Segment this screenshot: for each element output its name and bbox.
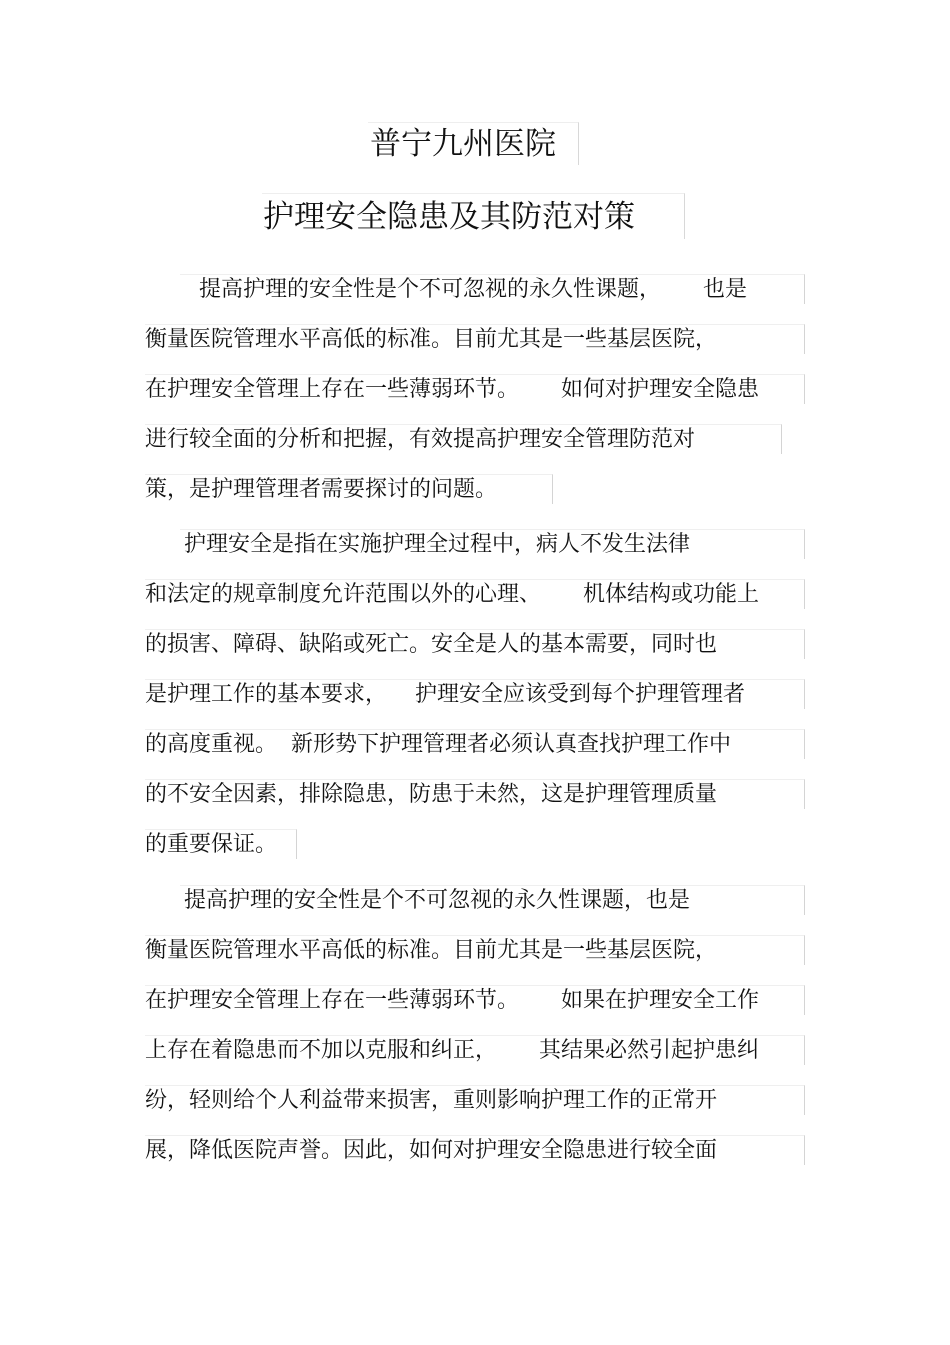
page-subtitle: 护理安全隐患及其防范对策	[263, 199, 635, 235]
paragraph-1-line-5: 策，是护理管理者需要探讨的问题。	[145, 477, 498, 502]
paragraph-3-line-6: 展，降低医院声誉。因此，如何对护理安全隐患进行较全面	[145, 1138, 718, 1163]
paragraph-1-line-2: 衡量医院管理水平高低的标准。目前尤其是一些基层医院，	[145, 327, 718, 352]
paragraph-2-line-7: 的重要保证。	[145, 832, 278, 857]
paragraph-2-line-3: 的损害、障碍、缺陷或死亡。安全是人的基本需要，同时也	[145, 632, 718, 657]
paragraph-3-line-5: 纷，轻则给个人利益带来损害，重则影响护理工作的正常开	[145, 1088, 718, 1113]
paragraph-2-line-2: 和法定的规章制度允许范围以外的心理、 机体结构或功能上	[145, 582, 759, 607]
paragraph-3-line-4: 上存在着隐患而不加以克服和纠正， 其结果必然引起护患纠	[145, 1038, 759, 1063]
paragraph-3-line-3: 在护理安全管理上存在一些薄弱环节。 如果在护理安全工作	[145, 988, 759, 1013]
paragraph-1-line-1: 提高护理的安全性是个不可忽视的永久性课题， 也是	[185, 277, 747, 302]
paragraph-3-line-1: 提高护理的安全性是个不可忽视的永久性课题，也是	[170, 888, 690, 913]
paragraph-2-line-4: 是护理工作的基本要求， 护理安全应该受到每个护理管理者	[145, 682, 745, 707]
paragraph-2-line-5: 的高度重视。 新形势下护理管理者必须认真查找护理工作中	[145, 732, 731, 757]
paragraph-2-line-1: 护理安全是指在实施护理全过程中，病人不发生法律	[170, 532, 690, 557]
paragraph-2-line-6: 的不安全因素，排除隐患，防患于未然，这是护理管理质量	[145, 782, 718, 807]
paragraph-3-line-2: 衡量医院管理水平高低的标准。目前尤其是一些基层医院，	[145, 938, 718, 963]
page-title: 普宁九州医院	[370, 126, 556, 162]
paragraph-1-line-3: 在护理安全管理上存在一些薄弱环节。 如何对护理安全隐患	[145, 377, 759, 402]
paragraph-1-line-4: 进行较全面的分析和把握，有效提高护理安全管理防范对	[145, 427, 696, 452]
